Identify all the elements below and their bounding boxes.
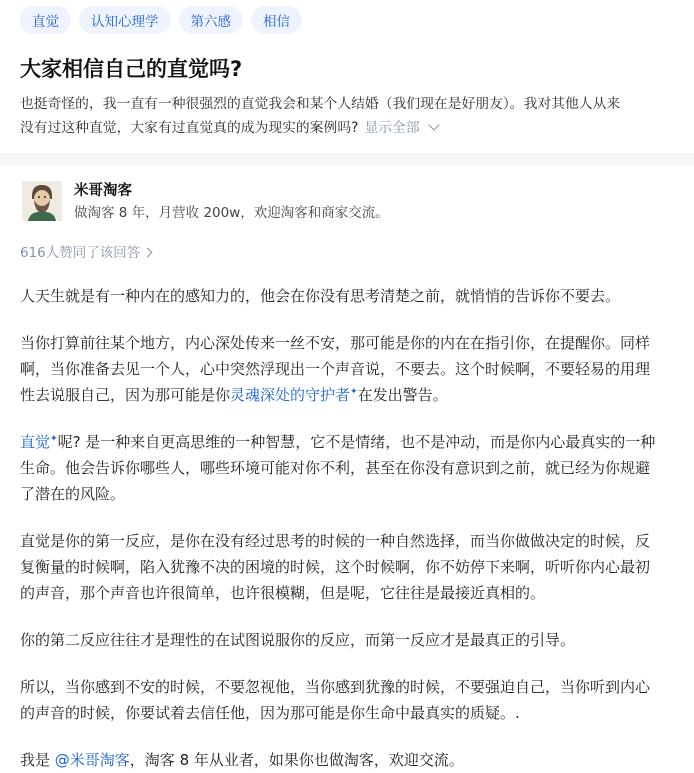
section-divider xyxy=(0,154,694,165)
question-detail-line xyxy=(20,116,690,140)
author-name[interactable]: 米哥淘客 xyxy=(74,183,132,199)
question-detail-line: 也挺奇怪的，我一直有一种很强烈的直觉我会和某个人结婚（我们现在是好朋友）。我对其他人从来 xyxy=(20,96,621,112)
vote-count-text[interactable]: 616人赞同了该回答 xyxy=(20,245,141,261)
keyword-link-icon[interactable]: ✦ xyxy=(350,387,358,397)
answer-paragraph xyxy=(20,283,675,309)
topic-tag[interactable]: 认知心理学 xyxy=(79,6,171,34)
paragraph-line: 的声音，那个声音也许很简单，也许很模糊，但是呢，它往往是最接近真相的。 xyxy=(20,584,546,602)
topic-tag[interactable]: 直觉 xyxy=(20,6,71,34)
topic-tags xyxy=(0,6,694,34)
keyword-link[interactable]: 直觉 xyxy=(20,433,51,451)
topic-tag[interactable]: 第六感 xyxy=(179,6,244,34)
author-info xyxy=(74,181,389,224)
paragraph-line xyxy=(20,429,675,455)
paragraph-line: 了潜在的风险。 xyxy=(20,485,126,503)
paragraph-line: 人天生就是有一种内在的感知力的，他会在你没有思考清楚之前，就悄悄的告诉你不要去。 xyxy=(20,287,621,305)
paragraph-line: 你的第二反应往往才是理性的在试图说服你的反应，而第一反应才是最真正的引导。 xyxy=(20,631,576,649)
question-header xyxy=(0,0,694,165)
author-bio: 做淘客 8 年，月营收 200w，欢迎淘客和商家交流。 xyxy=(74,205,389,221)
topic-tag[interactable]: 相信 xyxy=(251,6,302,34)
answer-card xyxy=(0,181,694,773)
answer-paragraph xyxy=(20,627,675,653)
show-all-label[interactable]: 显示全部 xyxy=(364,120,420,136)
paragraph-line: 所以，当你感到不安的时候，不要忽视他，当你感到犹豫的时候，不要强迫自己，当你听到内心 xyxy=(20,678,651,696)
vote-count-link[interactable] xyxy=(20,243,674,263)
paragraph-line: 直觉是你的第一反应，是你在没有经过思考的时候的一种自然选择，而当你做做决定的时候，反 xyxy=(20,532,651,550)
answer-paragraph xyxy=(20,330,675,408)
chevron-right-icon[interactable] xyxy=(143,248,153,258)
paragraph-text: 我是 xyxy=(20,751,55,769)
paragraph-line xyxy=(20,747,675,773)
question-detail xyxy=(20,92,690,140)
question-detail-text: 没有过这种直觉，大家有过直觉真的成为现实的案例吗? xyxy=(20,120,359,136)
paragraph-text: 性去说服自己，因为那可能是你 xyxy=(20,386,231,404)
paragraph-line: 的声音的时候，你要试着去信任他，因为那可能是你生命中最真实的质疑。. xyxy=(20,704,520,722)
paragraph-line: 复衡量的时候啊，陷入犹豫不决的困境的时候，这个时候啊，你不妨停下来啊，听听你内心最初 xyxy=(20,558,651,576)
answer-content xyxy=(20,283,675,773)
avatar-image[interactable] xyxy=(22,181,62,221)
chevron-down-icon[interactable] xyxy=(428,119,439,130)
answer-paragraph xyxy=(20,429,675,507)
paragraph-text: 呢? 是一种来自更高思维的一种智慧，它不是情绪，也不是冲动，而是你内心最真实的一种 xyxy=(57,433,656,451)
keyword-link-icon[interactable]: ✦ xyxy=(50,434,58,444)
paragraph-text: 在发出警告。 xyxy=(357,386,448,404)
answer-paragraph xyxy=(20,674,675,726)
paragraph-line xyxy=(20,382,675,408)
paragraph-text: ，淘客 8 年从业者，如果你也做淘客，欢迎交流。 xyxy=(129,751,464,769)
keyword-link[interactable]: 灵魂深处的守护者 xyxy=(230,386,351,404)
paragraph-line: 啊，当你准备去见一个人，心中突然浮现出一个声音说，不要去。这个时候啊，不要轻易的用理 xyxy=(20,360,651,378)
avatar[interactable] xyxy=(22,181,62,221)
answer-paragraph xyxy=(20,747,675,773)
answer-paragraph xyxy=(20,528,675,606)
show-all-button[interactable] xyxy=(364,120,437,136)
paragraph-line: 生命。他会告诉你哪些人，哪些环境可能对你不利，甚至在你没有意识到之前，就已经为你规避 xyxy=(20,459,651,477)
question-title[interactable]: 大家相信自己的直觉吗? xyxy=(20,57,243,81)
paragraph-line: 当你打算前往某个地方，内心深处传来一丝不安，那可能是你的内在在指引你，在提醒你。同样 xyxy=(20,334,651,352)
author-mention-link[interactable]: @米哥淘客 xyxy=(54,751,130,769)
author-row xyxy=(20,181,674,227)
